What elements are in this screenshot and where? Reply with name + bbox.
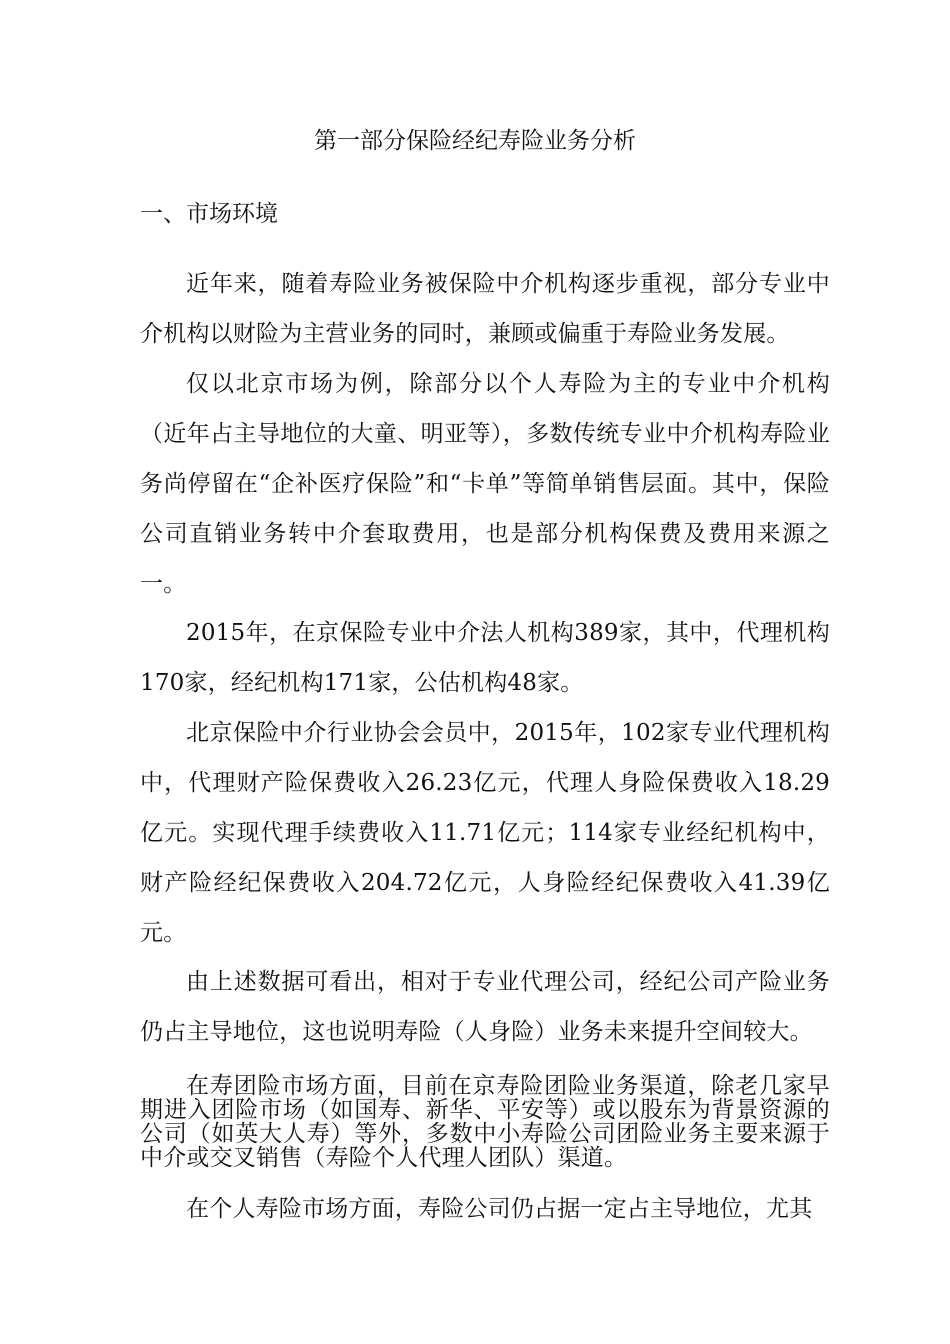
paragraph-group-insurance: 在寿团险市场方面，目前在京寿险团险业务渠道，除老几家早期进入团险市场（如国寿、新华、平安等）或以股东为背景资源的公司（如英大人寿）等外，多数中小寿险公司团险业务主要来源于中介或交叉销售（寿险个人代理人团队）渠道。	[140, 1073, 830, 1171]
paragraph-association-data: 北京保险中介行业协会会员中，2015年，102家专业代理机构中，代理财产险保费收入26.23亿元，代理人身险保费收入18.29亿元。实现代理手续费收入11.71亿元；114家专业经纪机构中，财产险经纪保费收入204.72亿元，人身险经纪保费收入41.39亿元。	[140, 720, 830, 946]
paragraph-intro: 近年来，随着寿险业务被保险中介机构逐步重视，部分专业中介机构以财险为主营业务的同时，兼顾或偏重于寿险业务发展。	[140, 271, 830, 347]
paragraph-2015-institutions: 2015年，在京保险专业中介法人机构389家，其中，代理机构170家，经纪机构171家，公估机构48家。	[140, 620, 830, 696]
section-heading-market-environment: 一、市场环境	[140, 201, 278, 227]
paragraph-beijing-market: 仅以北京市场为例，除部分以个人寿险为主的专业中介机构（近年占主导地位的大童、明亚等），多数传统专业中介机构寿险业务尚停留在“企补医疗保险”和“卡单”等简单销售层面。其中，保险公司直销业务转中介套取费用，也是部分机构保费及费用来源之一。	[140, 371, 830, 597]
paragraph-data-conclusion: 由上述数据可看出，相对于专业代理公司，经纪公司产险业务仍占主导地位，这也说明寿险（人身险）业务未来提升空间较大。	[140, 969, 830, 1045]
paragraph-individual-insurance: 在个人寿险市场方面，寿险公司仍占据一定占主导地位，尤其	[186, 1196, 813, 1222]
document-title: 第一部分保险经纪寿险业务分析	[314, 128, 636, 154]
